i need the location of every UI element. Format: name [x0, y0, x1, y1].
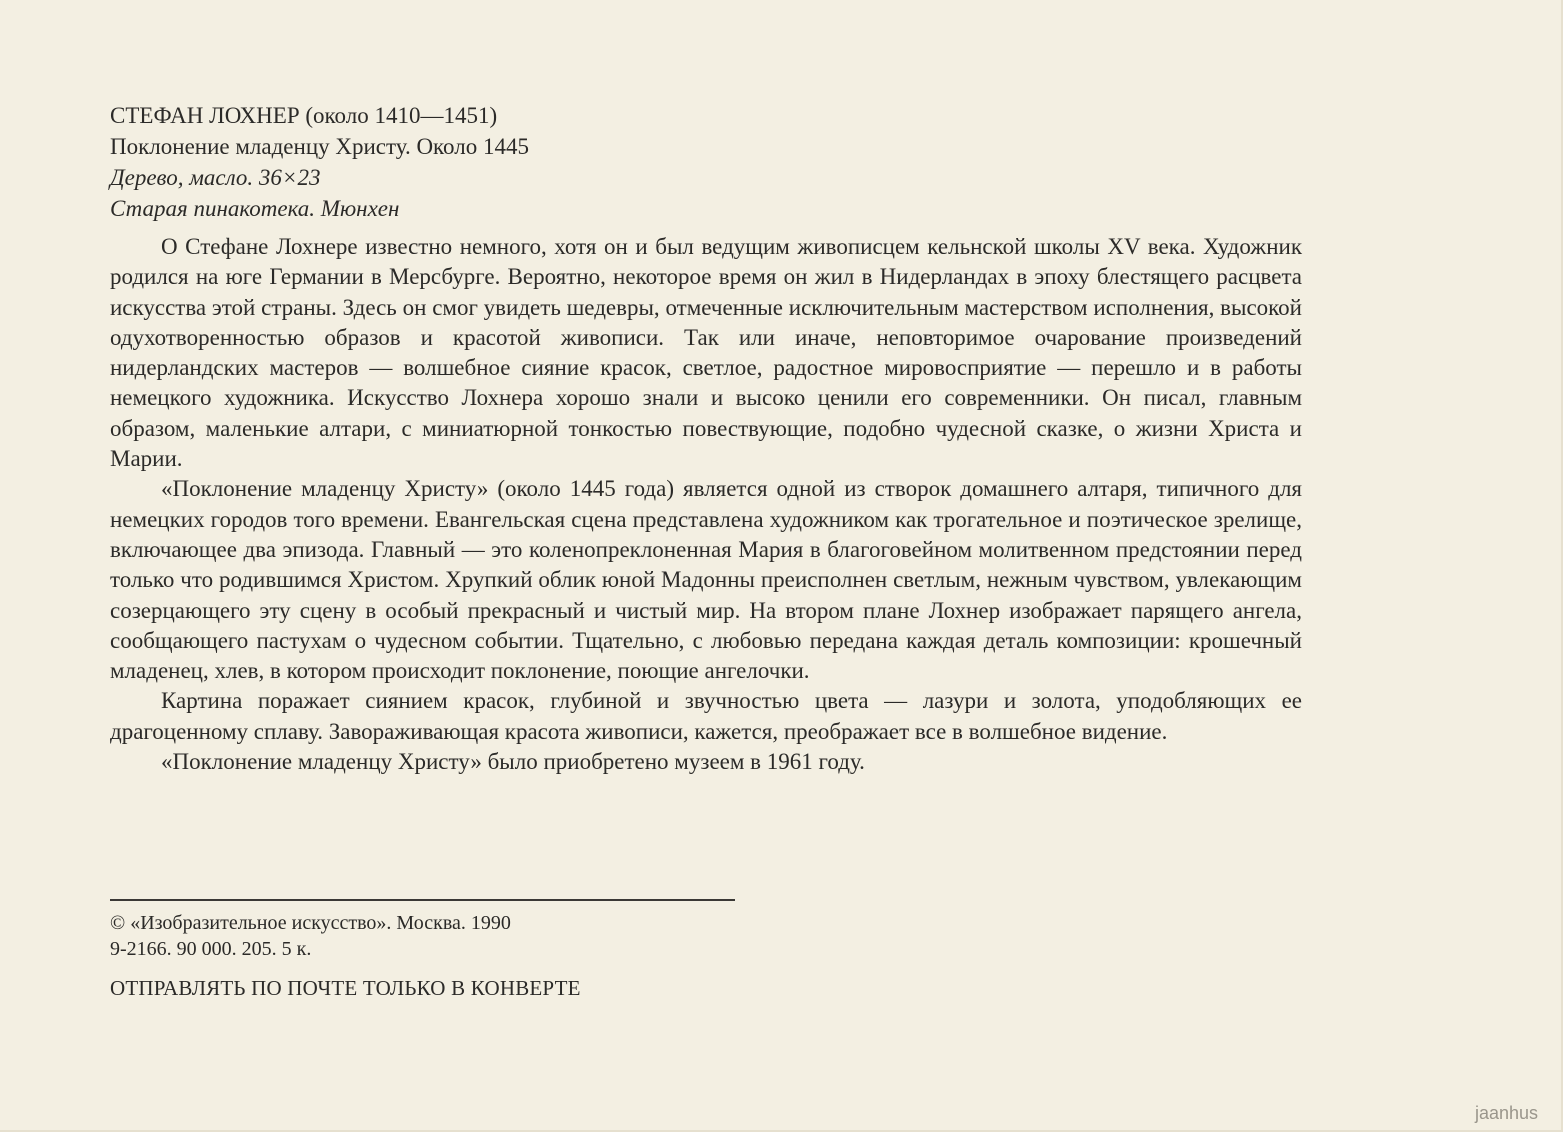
painting-title: Поклонение младенцу Христу. Около 1445 [110, 134, 529, 159]
paragraph: «Поклонение младенцу Христу» (около 1445 года) является одной из створок домашнего алтаря, типичного для немецких городов того времени. Евангельская сцена представлена художником как трогательное и поэтическое зрелище, включающее два эпизода. Главный — это коленопреклоненная Мария в благоговейном молитвенном предстоянии перед только что родившимся Христом. Хрупкий облик юной Мадонны преисполнен светлым, нежным чувством, увлекающим созерцающего эту сцену в особый прекрасный и чистый мир. На втором плане Лохнер изображает парящего ангела, сообщающего пастухам о чудесном событии. Тщательно, с любовью передана каждая деталь композиции: крошечный младенец, хлев, в котором происходит поклонение, поющие ангелочки. [110, 476, 1302, 684]
painting-location: Старая пинакотека. Мюнхен [110, 196, 400, 221]
print-code: 9-2166. 90 000. 205. 5 к. [110, 938, 312, 960]
painting-medium: Дерево, масло. 36×23 [110, 165, 321, 190]
artist-years: (около 1410—1451) [305, 103, 498, 128]
artist-name: СТЕФАН ЛОХНЕР [110, 103, 300, 128]
copyright-line: © «Изобразительное искусство». Москва. 1990 [110, 912, 511, 934]
artist-line [110, 100, 1010, 131]
paragraph: «Поклонение младенцу Христу» было приобретено музеем в 1961 году. [161, 749, 865, 775]
paragraph: Картина поражает сиянием красок, глубиной и звучностью цвета — лазури и золота, уподобляющих ее драгоценному сплаву. Завораживающая красота живописи, кажется, преображает все в волшебное видение. [110, 688, 1302, 744]
paragraph: О Стефане Лохнере известно немного, хотя он и был ведущим живописцем кельнской школы XV века. Художник родился на юге Германии в Мерсбурге. Вероятно, некоторое время он жил в Нидерландах в эпоху блестящего расцвета искусства этой страны. Здесь он смог увидеть шедевры, отмеченные исключительным мастерством исполнения, высокой одухотворенностью образов и красотой живописи. Так или иначе, неповторимое очарование произведений нидерландских мастеров — волшебное сияние красок, светлое, радостное мировосприятие — перешло и в работы немецкого художника. Искусство Лохнера хорошо знали и высоко ценили его современники. Он писал, главным образом, маленькие алтари, с миниатюрной тонкостью повествующие, подобно чудесной сказке, о жизни Христа и Марии. [110, 234, 1302, 472]
publisher-info [110, 910, 910, 962]
description-text [110, 232, 1302, 777]
watermark-text: jaanhus [1475, 1103, 1539, 1123]
caption-block [110, 100, 1010, 224]
divider-line [110, 899, 735, 901]
mail-instruction: ОТПРАВЛЯТЬ ПО ПОЧТЕ ТОЛЬКО В КОНВЕРТЕ [110, 976, 581, 1000]
